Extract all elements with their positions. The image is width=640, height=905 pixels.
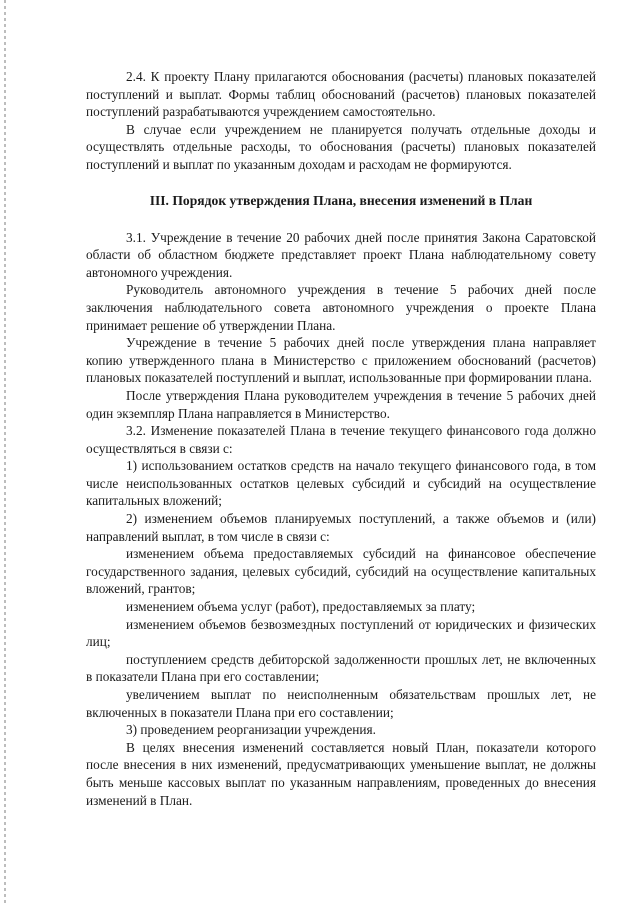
sub-item-receivables: поступлением средств дебиторской задолженности прошлых лет, не включенных в показатели Плана при его составлении; bbox=[86, 651, 596, 685]
list-item-1: 1) использованием остатков средств на начало текущего финансового года, в том числе неиспользованных остатков целевых субсидий и субсидий на осуществление капитальных вложений; bbox=[86, 458, 596, 509]
paragraph-2-4: 2.4. К проекту Плану прилагаются обоснования (расчеты) плановых показателей поступлений и выплат. Формы таблиц обоснований (расчетов) плановых показателей поступлений разрабатываются учреждением самостоятельно. bbox=[86, 69, 596, 120]
paragraph-after-approval: После утверждения Плана руководителем учреждения в течение 5 рабочих дней один экземпляр Плана направляется в Министерство. bbox=[86, 387, 596, 421]
paragraph-send-copy: Учреждение в течение 5 рабочих дней после утверждения плана направляет копию утвержденного плана в Министерство с приложением обоснований (расчетов) плановых показателей поступлений и выплат, использованные при формировании плана. bbox=[86, 335, 596, 386]
scan-edge bbox=[4, 0, 6, 905]
sub-item-subsidies: изменением объема предоставляемых субсидий на финансовое обеспечение государственного задания, целевых субсидий, субсидий на осуществление капитальных вложений, грантов; bbox=[86, 546, 596, 597]
section-3-heading: III. Порядок утверждения Плана, внесения изменений в План bbox=[149, 192, 533, 208]
paragraph-3-1: 3.1. Учреждение в течение 20 рабочих дней после принятия Закона Саратовской области об областном бюджете представляет проект Плана наблюдательному совету автономного учреждения. bbox=[86, 229, 596, 280]
list-item-3: 3) проведением реорганизации учреждения. bbox=[126, 722, 376, 738]
paragraph-new-plan: В целях внесения изменений составляется новый План, показатели которого после внесения в них изменений, предусматривающих уменьшение выплат, не должны быть меньше кассовых выплат по указанным направлениям, проведенных до внесения изменений в План. bbox=[86, 739, 596, 808]
paragraph-2-4-note: В случае если учреждением не планируется получать отдельные доходы и осуществлять отдельные расходы, то обоснования (расчеты) плановых показателей поступлений и выплат по указанным доходам и расходам не формируются. bbox=[86, 121, 596, 172]
sub-item-paid-services: изменением объема услуг (работ), предоставляемых за плату; bbox=[126, 599, 476, 615]
sub-item-donations: изменением объемов безвозмездных поступлений от юридических и физических лиц; bbox=[86, 616, 596, 650]
sub-item-obligations: увеличением выплат по неисполненным обязательствам прошлых лет, не включенных в показатели Плана при его составлении; bbox=[86, 687, 596, 720]
paragraph-3-2: 3.2. Изменение показателей Плана в течение текущего финансового года должно осуществляться в связи с: bbox=[86, 423, 596, 456]
list-item-2: 2) изменением объемов планируемых поступлений, а также объемов и (или) направлений выплат, в том числе в связи с: bbox=[86, 511, 596, 544]
paragraph-head-decision: Руководитель автономного учреждения в течение 5 рабочих дней после заключения наблюдательного совета автономного учреждения о проекте Плана принимает решение об утверждении Плана. bbox=[86, 282, 596, 333]
